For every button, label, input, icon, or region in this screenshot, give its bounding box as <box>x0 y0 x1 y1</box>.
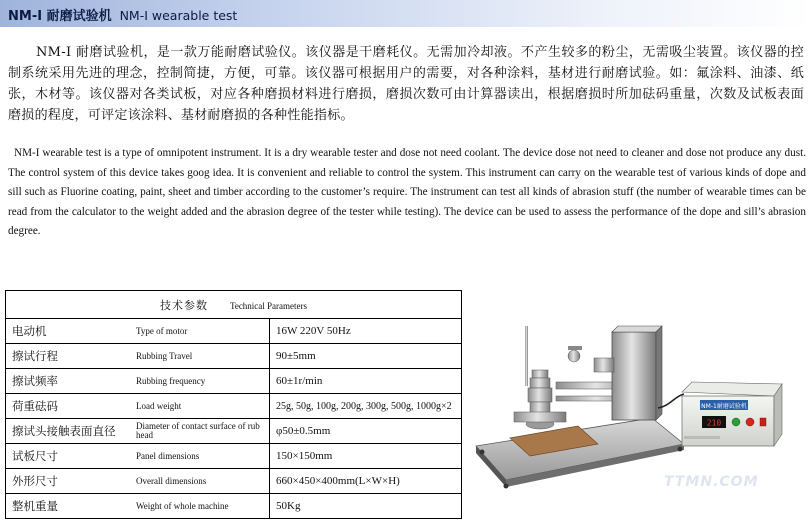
table-row <box>6 369 462 394</box>
control-box-label: NM-1耐磨试验机 <box>701 403 747 410</box>
param-name-cn: 擦试频率 <box>6 369 131 394</box>
table-row <box>6 319 462 344</box>
param-name-cn: 外形尺寸 <box>6 469 131 494</box>
param-value: 60±1r/min <box>270 369 462 394</box>
table-row <box>6 494 462 519</box>
table-row <box>6 344 462 369</box>
param-name-cn: 荷重砝码 <box>6 394 131 419</box>
table-header-row <box>6 291 462 319</box>
title-cn: NM-I 耐磨试验机 <box>8 9 112 24</box>
param-name-en: Overall dimensions <box>130 469 270 494</box>
param-name-en: Diameter of contact surface of rub head <box>130 419 270 444</box>
description-chinese: NM-I 耐磨试验机，是一款万能耐磨试验仪。该仪器是干磨耗仪。无需加冷却液。不产生较多的粉尘，无需吸尘装置。该仪器的控制系统采用先进的理念，控制简捷，方便，可靠。该仪器可根据用户的需要，对各种涂料，基材进行耐磨试验。如：氟涂料、油漆、纸张，木材等。该仪器对各类试板，对应各种磨损材料进行磨损，磨损次数可由计算器读出，根据磨损时所加砝码重量，次数及试板表面磨损的程度，可评定该涂料、基材耐磨损的各种性能指标。 <box>8 45 804 123</box>
param-value: 25g, 50g, 100g, 200g, 300g, 500g, 1000g×2 <box>270 394 462 419</box>
description-english: NM-I wearable test is a type of omnipotent instrument. It is a dry wearable tester and dose not need coolant. The device dose not need to cleaner and dose not produce any dust. The control system of this device takes goog idea. It is convenient and reliable to control the system. This instrument can carry on the wearable test of various kinds of dope and sill such as Fluorine coating, paint, sheet and timber according to the customer’s require. The instrument can test all kinds of abrasion stuff (the number of wearable times can be read from the calculator to the weight added and the abrasion degree of the tester while testing). The device can be used to assess the performance of the dope and sill’s abrasion degree. <box>8 147 806 237</box>
param-name-en: Load weight <box>130 394 270 419</box>
motor-housing <box>568 326 662 420</box>
table-row <box>6 469 462 494</box>
param-value: 150×150mm <box>270 444 462 469</box>
param-value: φ50±0.5mm <box>270 419 462 444</box>
param-name-cn: 擦试头接触表面直径 <box>6 419 131 444</box>
param-name-cn: 整机重量 <box>6 494 131 519</box>
param-name-cn: 试板尺寸 <box>6 444 131 469</box>
product-photo <box>470 318 811 523</box>
table-header-en: Technical Parameters <box>229 300 308 311</box>
param-value: 90±5mm <box>270 344 462 369</box>
stop-button-icon <box>746 418 754 426</box>
table-header-cell <box>6 291 462 319</box>
param-name-cn: 电动机 <box>6 319 131 344</box>
param-name-en: Panel dimensions <box>130 444 270 469</box>
param-name-en: Rubbing Travel <box>130 344 270 369</box>
table-header-cn: 技术参数 <box>159 299 208 312</box>
counter-display: 210 <box>706 418 722 428</box>
rubbing-head <box>514 326 566 429</box>
param-value: 50Kg <box>270 494 462 519</box>
start-button-icon <box>732 418 740 426</box>
param-value: 16W 220V 50Hz <box>270 319 462 344</box>
table-row <box>6 419 462 444</box>
table-row <box>6 394 462 419</box>
title-bar <box>0 0 811 27</box>
param-name-en: Weight of whole machine <box>130 494 270 519</box>
page-title <box>8 5 237 24</box>
param-name-en: Rubbing frequency <box>130 369 270 394</box>
title-en: NM-I wearable test <box>119 8 238 23</box>
table-row <box>6 444 462 469</box>
power-switch-icon <box>760 418 766 426</box>
watermark-text: TTMN.COM <box>664 474 759 490</box>
param-name-en: Type of motor <box>130 319 270 344</box>
param-name-cn: 擦试行程 <box>6 344 131 369</box>
technical-parameters-table <box>5 290 462 519</box>
control-box <box>682 382 782 446</box>
param-value: 660×450×400mm(L×W×H) <box>270 469 462 494</box>
